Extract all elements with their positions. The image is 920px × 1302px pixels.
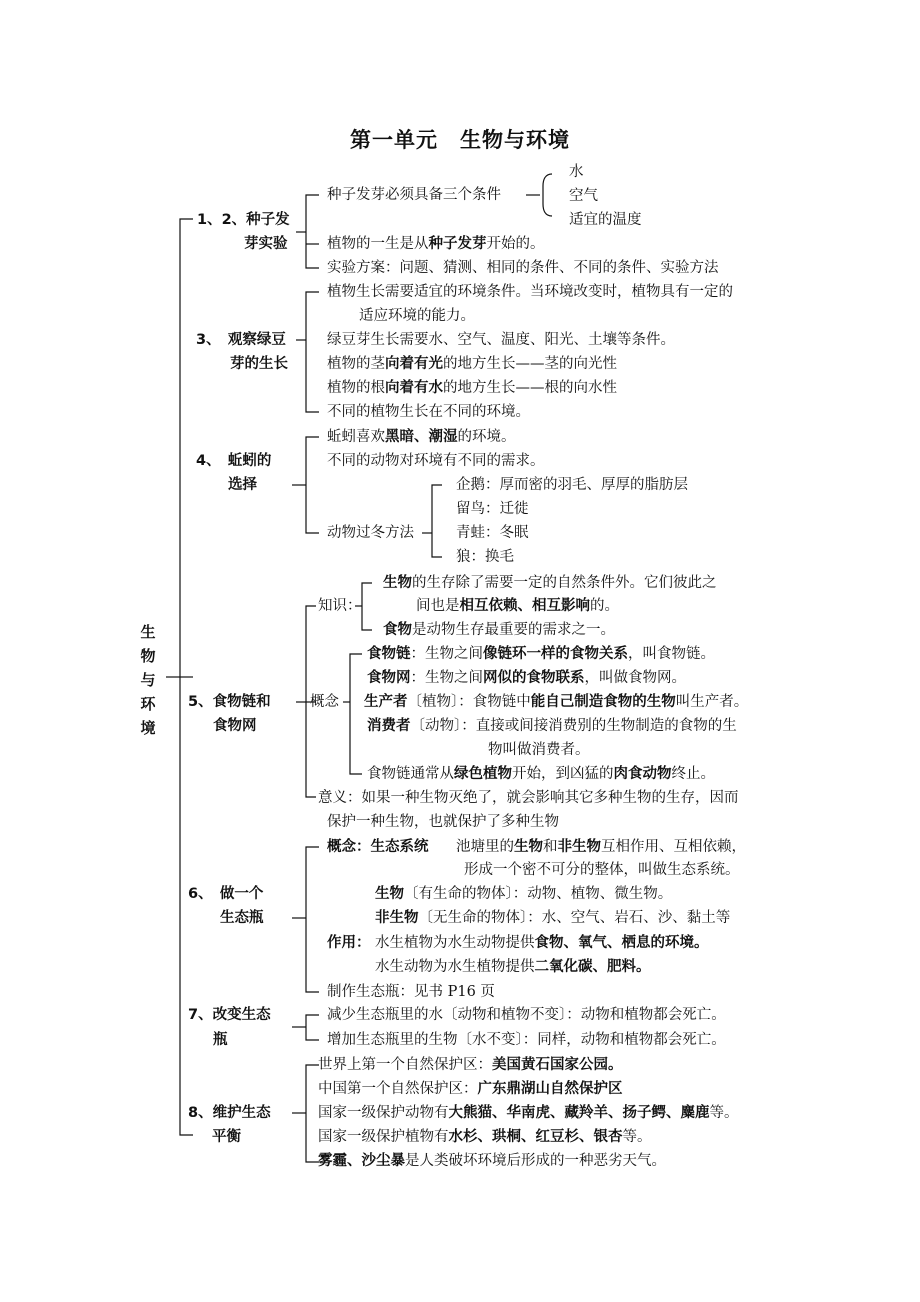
s8-line4: 国家一级保护植物有水杉、珙桐、红豆杉、银杏等。 [318, 1128, 652, 1145]
s4-line2: 不同的动物对环境有不同的需求。 [327, 453, 545, 469]
concept-consumer: 消费者〔动物〕：直接或间接消费别的生物制造的食物的生 [367, 717, 737, 734]
meaning: 意义：如果一种生物灭绝了，就会影响其它多种生物的生存，因而 [318, 790, 739, 806]
section8-label-a: 8、维护生态 [188, 1105, 271, 1121]
section6-label-b: 生态瓶 [220, 910, 264, 926]
function-1: 水生植物为水生动物提供食物、氧气、栖息的环境。 [375, 934, 709, 951]
concept-food-web: 食物网：生物之间网似的食物联系，叫做食物网。 [367, 669, 686, 686]
knowledge-1: 生物的生存除了需要一定的自然条件外。它们彼此之 [383, 574, 717, 591]
seed-conditions: 种子发芽必须具备三个条件 [327, 187, 501, 203]
make-bottle: 制作生态瓶：见书 P16 页 [327, 984, 495, 1000]
s3-line2: 绿豆芽生长需要水、空气、温度、阳光、土壤等条件。 [327, 332, 675, 348]
winter-frog: 青蛙：冬眠 [456, 525, 529, 541]
concept-label: 概念 [310, 694, 339, 710]
knowledge-2: 食物是动物生存最重要的需求之一。 [383, 621, 615, 638]
ecosystem-def: 池塘里的生物和非生物互相作用、互相依赖， [456, 838, 746, 855]
concept-consumer-b: 物叫做消费者。 [488, 742, 590, 758]
s3-line1b: 适应环境的能力。 [359, 308, 475, 324]
section8-label-b: 平衡 [212, 1129, 241, 1145]
meaning-b: 保护一种生物，也就保护了多种生物 [327, 814, 559, 830]
s7-line1: 减少生态瓶里的水〔动物和植物不变〕：动物和植物都会死亡。 [327, 1007, 726, 1023]
function-2: 水生动物为水生植物提供二氧化碳、肥料。 [375, 958, 651, 975]
ecosystem-concept-label: 概念：生态系统 [327, 839, 429, 855]
section5-label-b: 食物网 [213, 718, 257, 734]
section5-label-a: 5、食物链和 [188, 694, 271, 710]
winter-methods: 动物过冬方法 [327, 525, 414, 541]
section7-label-a: 7、改变生态 [188, 1007, 271, 1023]
s7-line2: 增加生态瓶里的生物〔水不变〕：同样，动物和植物都会死亡。 [327, 1032, 726, 1048]
concept-food-chain: 食物链：生物之间像链环一样的食物关系，叫食物链。 [367, 645, 715, 662]
s8-line2: 中国第一个自然保护区：广东鼎湖山自然保护区 [318, 1080, 623, 1097]
condition-temp: 适宜的温度 [569, 212, 642, 228]
s3-line3: 植物的茎向着有光的地方生长——茎的向光性 [327, 355, 617, 372]
s1-line3: 实验方案：问题、猜测、相同的条件、不同的条件、实验方法 [327, 260, 719, 276]
page-title: 第一单元 生物与环境 [350, 128, 570, 152]
s3-line1: 植物生长需要适宜的环境条件。当环境改变时，植物具有一定的 [327, 284, 733, 300]
knowledge-1b: 间也是相互依赖、相互影响的。 [416, 597, 619, 614]
section4-label-b: 选择 [228, 477, 257, 493]
concept-producer: 生产者〔植物〕：食物链中能自己制造食物的生物叫生产者。 [364, 693, 749, 710]
ecosystem-def-b: 形成一个密不可分的整体，叫做生态系统。 [464, 862, 740, 878]
condition-water: 水 [569, 164, 584, 180]
s4-line1: 蚯蚓喜欢黑暗、潮湿的环境。 [327, 428, 516, 445]
s8-line3: 国家一级保护动物有大熊猫、华南虎、藏羚羊、扬子鳄、麋鹿等。 [318, 1104, 739, 1121]
knowledge-label: 知识： [318, 598, 362, 614]
root-label: 生 物 与 环 境 [140, 623, 156, 737]
s8-line1: 世界上第一个自然保护区：美国黄石国家公园。 [318, 1056, 623, 1073]
winter-wolf: 狼：换毛 [456, 549, 514, 565]
condition-air: 空气 [569, 188, 598, 204]
section1-label-b: 芽实验 [244, 236, 288, 252]
section7-label-b: 瓶 [213, 1032, 228, 1048]
winter-penguin: 企鹅：厚而密的羽毛、厚厚的脂肪层 [456, 477, 688, 493]
non-living-things: 非生物〔无生命的物体〕：水、空气、岩石、沙、黏土等 [375, 909, 731, 926]
section6-label-a: 6、 做一个 [188, 886, 264, 902]
concept-chain-start: 食物链通常从绿色植物开始，到凶猛的肉食动物终止。 [367, 765, 715, 782]
living-things: 生物〔有生命的物体〕：动物、植物、微生物。 [375, 885, 673, 902]
section1-label-a: 1、2、种子发 [197, 212, 290, 228]
s3-line4: 植物的根向着有水的地方生长——根的向水性 [327, 379, 617, 396]
section3-label-a: 3、 观察绿豆 [196, 332, 286, 348]
s1-line2: 植物的一生是从种子发芽开始的。 [327, 235, 545, 252]
s8-line5: 雾霾、沙尘暴是人类破坏环境后形成的一种恶劣天气。 [318, 1152, 666, 1169]
section4-label-a: 4、 蚯蚓的 [196, 453, 272, 469]
s3-line5: 不同的植物生长在不同的环境。 [327, 404, 530, 420]
function-label: 作用： [327, 935, 371, 951]
winter-bird: 留鸟：迁徙 [456, 501, 529, 517]
section3-label-b: 芽的生长 [230, 356, 288, 372]
